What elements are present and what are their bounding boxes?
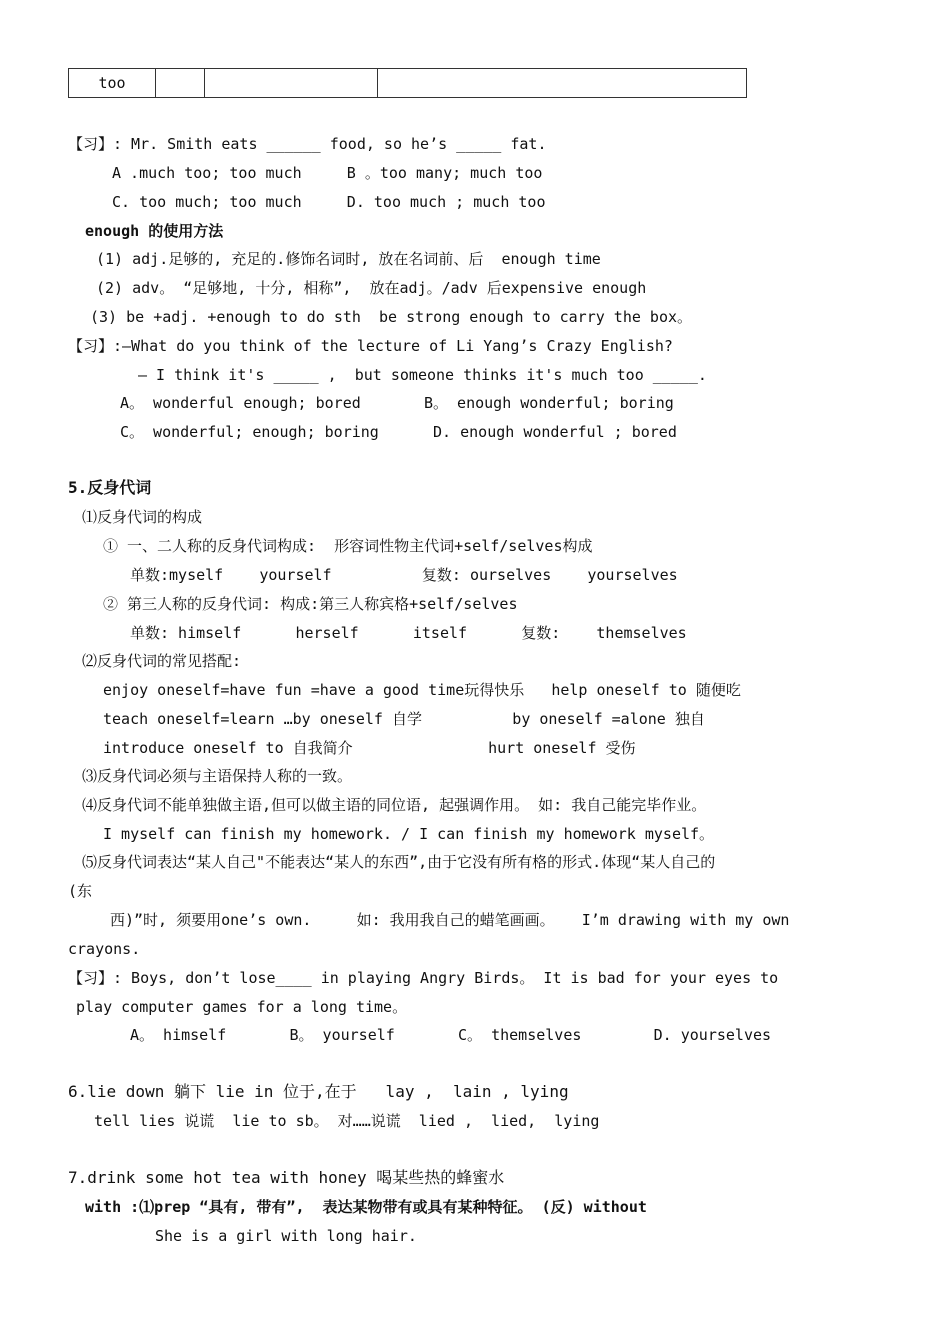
section-heading-enough: enough 的使用方法 — [85, 222, 224, 240]
exercise-reflexive: 【习】: Boys, don’t lose____ in playing Angry Birds。 It is bad for your eyes to — [68, 969, 779, 987]
text-line: crayons. — [68, 940, 141, 958]
phrase-line: teach oneself=learn …by oneself 自学 by oneself =alone 独自 — [103, 710, 705, 728]
exercise-too-much: 【习】: Mr. Smith eats ______ food, so he’s _____ fat. — [68, 135, 547, 153]
exercise-line: play computer games for a long time。 — [76, 998, 408, 1016]
rule-line: (1) adj.足够的, 充足的.修饰名词时, 放在名词前、后 enough time — [96, 250, 601, 268]
exercise-line: — I think it's _____ , but someone thinks it's much too _____. — [138, 366, 707, 384]
text-line: (东 — [68, 882, 93, 900]
subheading: ⑸反身代词表达“某人自己"不能表达“某人的东西”,由于它没有所有格的形式.体现“某人自己的 — [82, 853, 716, 871]
rule-line: ① 一、二人称的反身代词构成: 形容词性物主代词+self/selves构成 — [103, 537, 593, 555]
example-line: I myself can finish my homework. / I can finish my homework myself。 — [103, 825, 715, 843]
option-line: C. too much; too much D. too much ; much too — [112, 193, 546, 211]
top-table-fragment — [68, 68, 747, 98]
table-cell — [156, 69, 205, 98]
rule-line: ② 第三人称的反身代词: 构成:第三人称宾格+self/selves — [103, 595, 518, 613]
option-line: A。 wonderful enough; bored B。 enough wonderful; boring — [120, 394, 674, 412]
rule-line: (2) adv。 “足够地, 十分, 相称”, 放在adj。/adv 后expensive enough — [96, 279, 647, 297]
phrase-line: tell lies 说谎 lie to sb。 对……说谎 lied , lied, lying — [94, 1112, 600, 1130]
rule-line: (3) be +adj. +enough to do sth be strong enough to carry the box。 — [90, 308, 692, 326]
table-cell — [378, 69, 747, 98]
phrase-line: enjoy oneself=have fun =have a good time玩得快乐 help oneself to 随便吃 — [103, 681, 741, 699]
option-line: A .much too; too much B 。too many; much too — [112, 164, 543, 182]
option-line: C。 wonderful; enough; boring D. enough wonderful ; bored — [120, 423, 677, 441]
exercise-enough: 【习】:—What do you think of the lecture of Li Yang’s Crazy English? — [68, 337, 673, 355]
table-cell — [205, 69, 378, 98]
subheading: ⑵反身代词的常见搭配: — [82, 652, 242, 670]
section-heading-reflexive: 5.反身代词 — [68, 478, 152, 497]
section-heading-with: 7.drink some hot tea with honey 喝某些热的蜂蜜水 — [68, 1168, 505, 1187]
example-line: 单数:myself yourself 复数: ourselves yourselves — [130, 566, 678, 584]
section-heading-lie: 6.lie down 躺下 lie in 位于,在于 lay , lain , lying — [68, 1082, 569, 1101]
rule-line-with: with :⑴prep “具有, 带有”, 表达某物带有或具有某种特征。 (反) without — [85, 1198, 647, 1216]
table-cell-word: too — [69, 69, 156, 98]
example-line: She is a girl with long hair. — [155, 1227, 417, 1245]
option-line: A。 himself B。 yourself C。 themselves D. yourselves — [130, 1026, 772, 1044]
text-line: 西)”时, 须要用one’s own. 如: 我用我自己的蜡笔画画。 I’m drawing with my own — [110, 911, 790, 929]
subheading: ⑶反身代词必须与主语保持人称的一致。 — [82, 767, 353, 785]
subheading: ⑷反身代词不能单独做主语,但可以做主语的同位语, 起强调作用。 如: 我自己能完毕作业。 — [82, 796, 707, 814]
phrase-line: introduce oneself to 自我简介 hurt oneself 受伤 — [103, 739, 636, 757]
example-line: 单数: himself herself itself 复数: themselves — [130, 624, 687, 642]
subheading: ⑴反身代词的构成 — [82, 508, 203, 526]
